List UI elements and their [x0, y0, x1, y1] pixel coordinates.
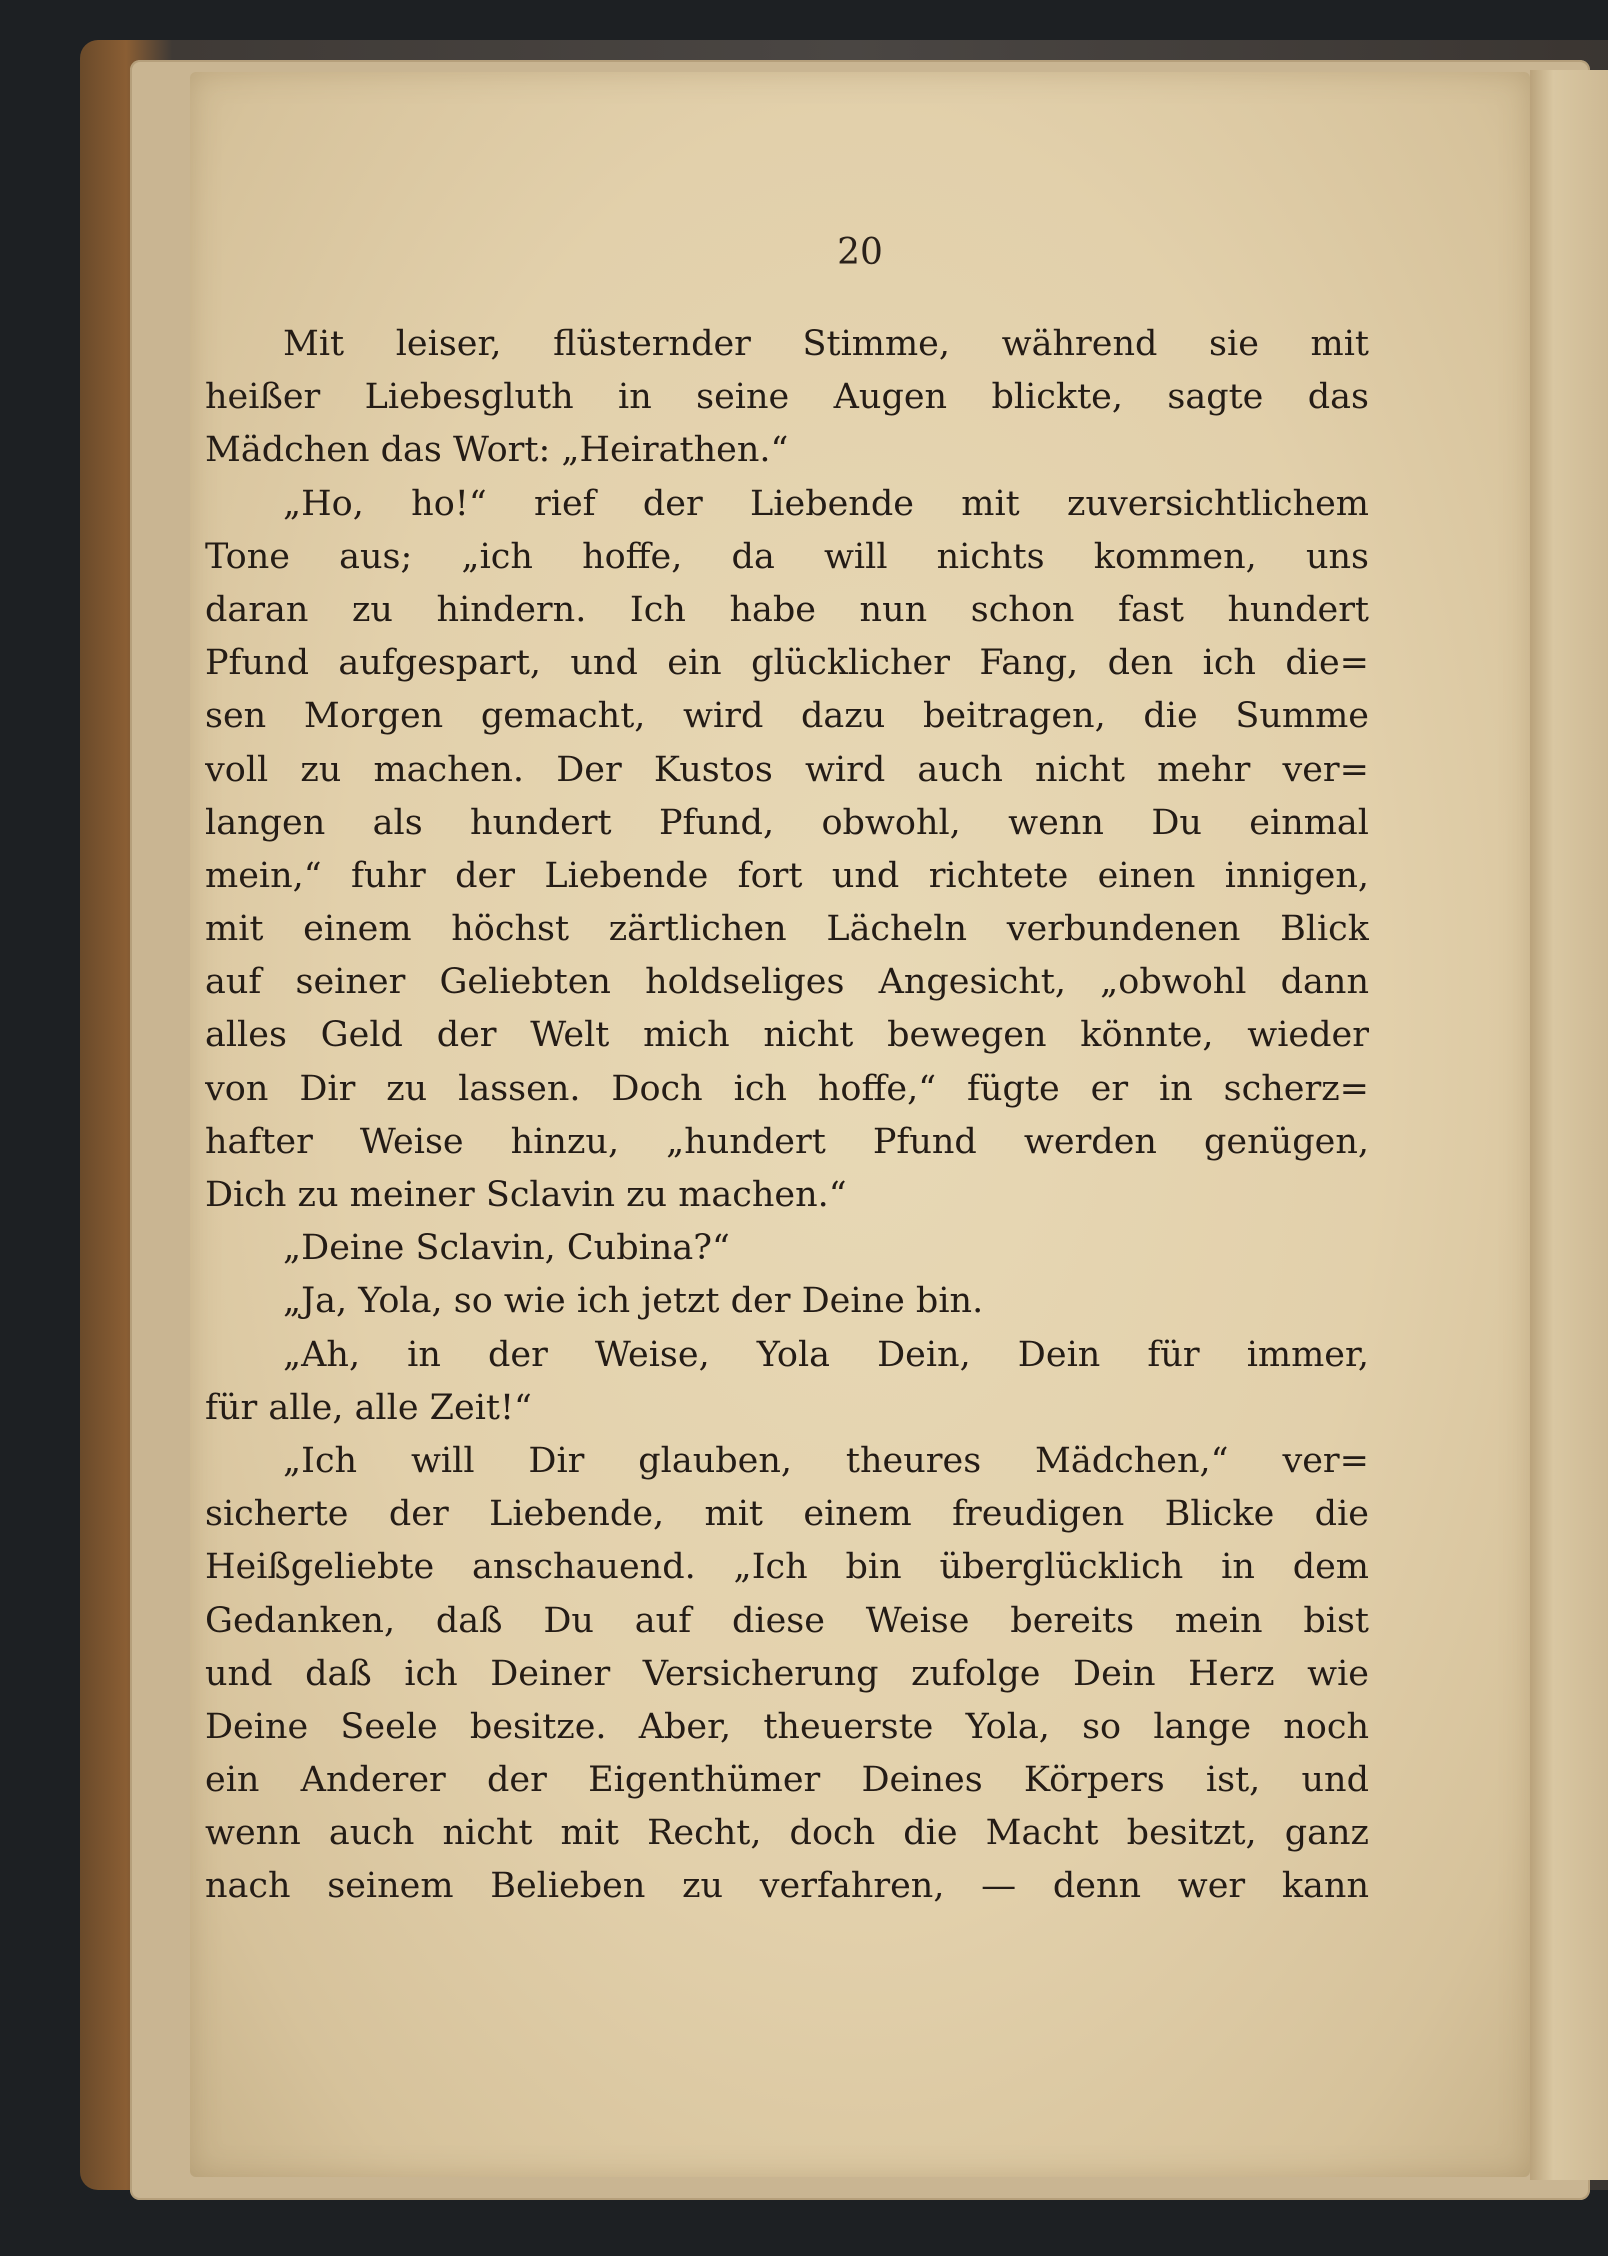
- text-line: sicherte der Liebende, mit einem freudigen Blicke die: [205, 1494, 1369, 1535]
- text-line: „Ich will Dir glauben, theures Mädchen,“ ver=: [283, 1440, 1369, 1481]
- text-line: daran zu hindern. Ich habe nun schon fast hundert: [205, 589, 1369, 630]
- next-page-edge: [1530, 70, 1608, 2180]
- page-number: 20: [837, 232, 883, 273]
- text-line: mit einem höchst zärtlichen Lächeln verbundenen Blick: [205, 909, 1369, 950]
- text-line: heißer Liebesgluth in seine Augen blickte, sagte das: [205, 377, 1369, 418]
- text-line: Deine Seele besitze. Aber, theuerste Yola, so lange noch: [205, 1706, 1369, 1747]
- text-line: Mädchen das Wort: „Heirathen.“: [205, 430, 789, 471]
- text-line: Mit leiser, flüsternder Stimme, während sie mit: [283, 324, 1369, 364]
- text-line: wenn auch nicht mit Recht, doch die Macht besitzt, ganz: [205, 1813, 1369, 1854]
- text-line: von Dir zu lassen. Doch ich hoffe,“ fügte er in scherz=: [205, 1068, 1369, 1109]
- text-line: Heißgeliebte anschauend. „Ich bin überglücklich in dem: [205, 1547, 1369, 1588]
- text-line: Pfund aufgespart, und ein glücklicher Fang, den ich die=: [205, 643, 1369, 684]
- text-line: langen als hundert Pfund, obwohl, wenn Du einmal: [205, 802, 1369, 843]
- text-line: „Ja, Yola, so wie ich jetzt der Deine bin.: [283, 1281, 984, 1322]
- text-line: und daß ich Deiner Versicherung zufolge Dein Herz wie: [205, 1653, 1369, 1694]
- text-line: hafter Weise hinzu, „hundert Pfund werden genügen,: [205, 1121, 1369, 1162]
- text-line: „Deine Sclavin, Cubina?“: [283, 1228, 730, 1269]
- text-line: für alle, alle Zeit!“: [205, 1387, 532, 1428]
- text-line: ein Anderer der Eigenthümer Deines Körpers ist, und: [205, 1760, 1369, 1801]
- page-text: [205, 318, 1369, 1914]
- text-line: auf seiner Geliebten holdseliges Angesicht, „obwohl dann: [205, 962, 1369, 1003]
- text-line: „Ho, ho!“ rief der Liebende mit zuversichtlichem: [283, 483, 1369, 524]
- text-line: sen Morgen gemacht, wird dazu beitragen, die Summe: [205, 696, 1369, 737]
- text-line: Dich zu meiner Sclavin zu machen.“: [205, 1175, 847, 1215]
- text-line: „Ah, in der Weise, Yola Dein, Dein für immer,: [283, 1334, 1369, 1375]
- text-line: Tone aus; „ich hoffe, da will nichts kommen, uns: [205, 536, 1369, 577]
- text-line: alles Geld der Welt mich nicht bewegen könnte, wieder: [205, 1015, 1369, 1056]
- text-line: mein,“ fuhr der Liebende fort und richtete einen innigen,: [205, 855, 1369, 896]
- text-line: nach seinem Belieben zu verfahren, — denn wer kann: [205, 1866, 1369, 1907]
- text-line: Gedanken, daß Du auf diese Weise bereits mein bist: [205, 1600, 1369, 1641]
- text-line: voll zu machen. Der Kustos wird auch nicht mehr ver=: [205, 749, 1369, 790]
